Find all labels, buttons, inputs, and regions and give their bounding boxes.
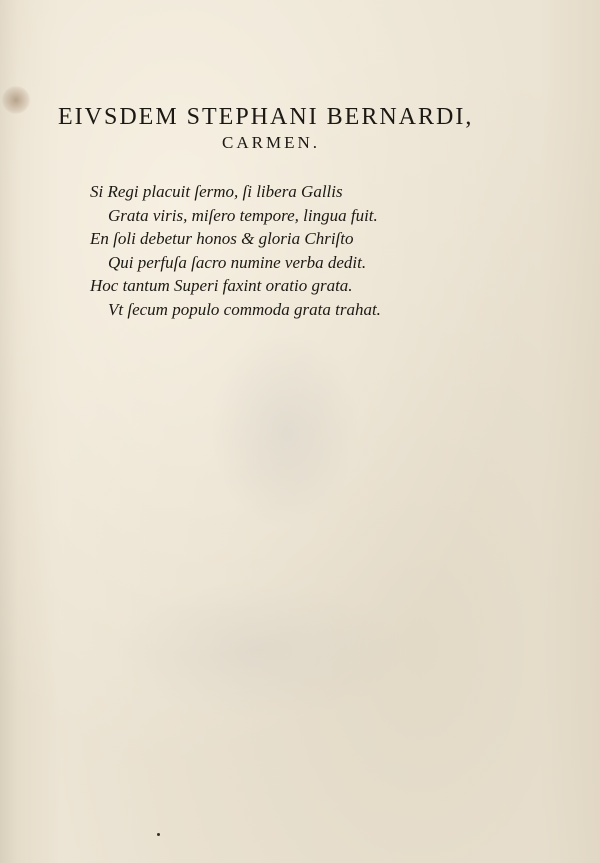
- ink-speck: [157, 833, 160, 836]
- poem-line: Hoc tantum Superi faxint oratio grata.: [90, 276, 353, 295]
- page-heading: EIVSDEM STEPHANI BERNARDI,: [58, 104, 474, 130]
- show-through-ink: [210, 330, 360, 530]
- show-through-ink: [110, 580, 410, 720]
- poem-line: Qui perfuſa ſacro numine verba dedit.: [108, 252, 367, 272]
- poem-line: En ſoli debetur honos & gloria Chriſto: [90, 229, 354, 248]
- poem-line: Si Regi placuit ſermo, ſi libera Gallis: [90, 182, 343, 201]
- paper-stain: [2, 86, 30, 114]
- poem-line: Grata viris, miſero tempore, lingua fuit.: [108, 205, 378, 225]
- page-subheading: CARMEN.: [222, 133, 320, 152]
- poem-line: Vt ſecum populo commoda grata trahat.: [108, 299, 381, 319]
- poem: [90, 180, 510, 321]
